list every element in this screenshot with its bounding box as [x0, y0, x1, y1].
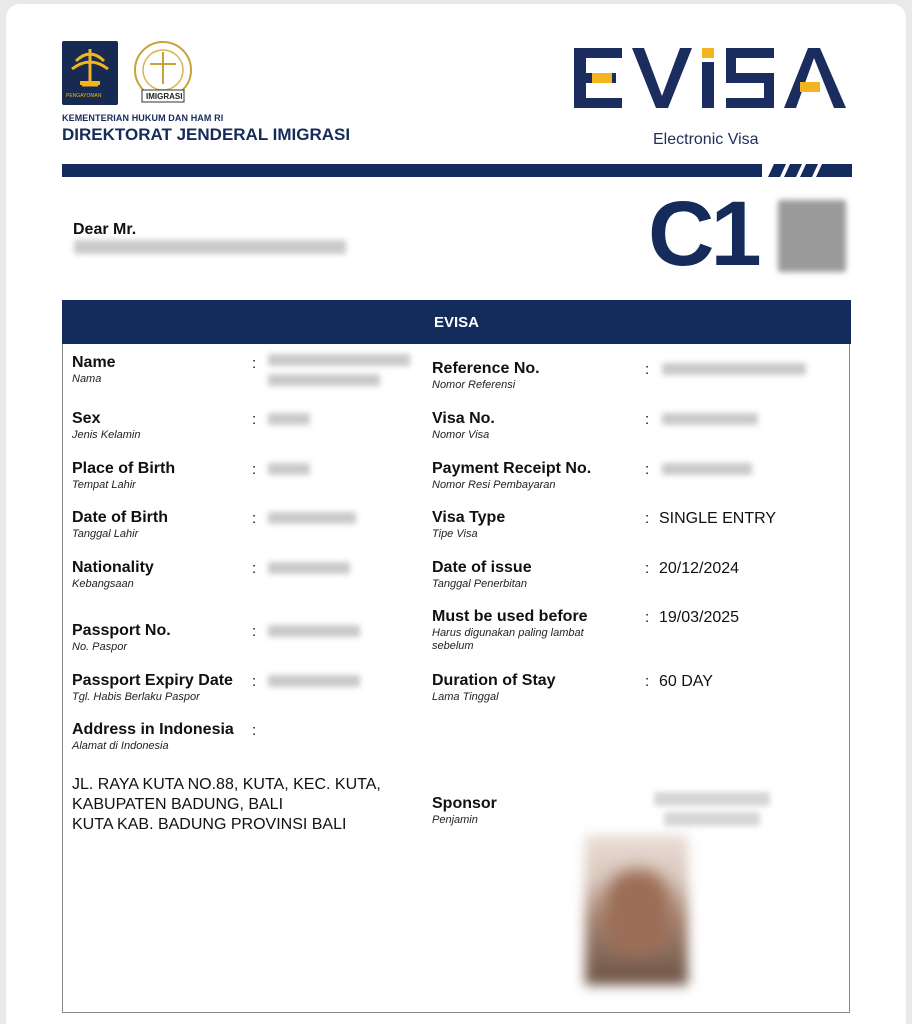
- redacted-value: [662, 363, 806, 375]
- address-block: [72, 775, 381, 835]
- redacted-value: [268, 463, 310, 475]
- colon: :: [645, 510, 650, 527]
- colon: :: [252, 355, 257, 372]
- seal-text: IMIGRASI: [146, 92, 183, 101]
- visa-index-code: C1: [648, 183, 758, 285]
- visa-type-value: SINGLE ENTRY: [659, 510, 777, 527]
- directorate-name: DIREKTORAT JENDERAL IMIGRASI: [62, 125, 351, 144]
- redacted-value: [268, 354, 410, 366]
- field-sublabel: Harus digunakan paling lambat sebelum: [432, 627, 584, 652]
- field-sponsor: [432, 795, 497, 827]
- field-label: Nationality: [72, 559, 154, 576]
- field-label: Sex: [72, 410, 101, 427]
- redacted-value: [268, 562, 350, 574]
- field-sublabel: Nama: [72, 373, 102, 385]
- field-label: Reference No.: [432, 360, 540, 377]
- redacted-sponsor: [664, 812, 760, 826]
- field-passport-expiry: [72, 672, 233, 704]
- field-visa-type: [432, 509, 505, 541]
- header-divider-bar: [62, 164, 762, 177]
- colon: :: [645, 461, 650, 478]
- field-sublabel: Tgl. Habis Berlaku Paspor: [72, 691, 200, 703]
- colon: :: [645, 560, 650, 577]
- redacted-value: [268, 374, 380, 386]
- colon: :: [645, 673, 650, 690]
- must-be-used-before-value: 19/03/2025: [659, 609, 740, 626]
- field-label: Name: [72, 354, 116, 371]
- header-divider-stripes: [760, 164, 852, 177]
- brand-subtitle: Electronic Visa: [653, 131, 759, 148]
- redacted-sponsor: [654, 792, 770, 806]
- address-line: KABUPATEN BADUNG, BALI: [72, 796, 284, 813]
- colon: :: [645, 411, 650, 428]
- field-duration-of-stay: [432, 672, 556, 704]
- date-of-issue-value: 20/12/2024: [659, 560, 740, 577]
- field-sublabel: Penjamin: [432, 814, 478, 826]
- field-sublabel: Alamat di Indonesia: [72, 740, 169, 752]
- field-sublabel: Nomor Resi Pembayaran: [432, 479, 556, 491]
- field-sublabel: Kebangsaan: [72, 578, 134, 590]
- colon: :: [252, 461, 257, 478]
- colon: :: [645, 609, 650, 626]
- redacted-qr-code: [778, 200, 846, 272]
- redacted-value: [268, 625, 360, 637]
- ministry-logo-text: PENGAYOMAN: [66, 93, 102, 99]
- field-label: Visa Type: [432, 509, 506, 526]
- field-address: [72, 721, 234, 753]
- redacted-value: [268, 413, 310, 425]
- field-sublabel: Jenis Kelamin: [72, 429, 141, 441]
- field-label: Date of issue: [432, 559, 532, 576]
- colon: :: [252, 673, 257, 690]
- duration-of-stay-value: 60 DAY: [659, 673, 713, 690]
- evisa-card: [62, 300, 850, 1013]
- redacted-value: [268, 675, 360, 687]
- field-payment-receipt: [432, 460, 591, 492]
- field-nationality: [72, 559, 154, 591]
- field-label: Address in Indonesia: [72, 721, 234, 738]
- ministry-name: KEMENTERIAN HUKUM DAN HAM RI: [62, 113, 224, 123]
- colon: :: [252, 722, 257, 739]
- field-visa-no: [432, 410, 495, 442]
- holder-photo-face: [605, 870, 670, 955]
- field-name: [72, 354, 116, 386]
- address-line: KUTA KAB. BADUNG PROVINSI BALI: [72, 816, 347, 833]
- field-label: Passport Expiry Date: [72, 672, 233, 689]
- colon: :: [252, 560, 257, 577]
- immigration-seal-logo: [128, 40, 198, 106]
- field-sublabel: Tanggal Lahir: [72, 528, 139, 540]
- field-label: Must be used before: [432, 608, 588, 625]
- field-label: Payment Receipt No.: [432, 460, 592, 477]
- colon: :: [252, 510, 257, 527]
- field-sublabel: Tipe Visa: [432, 528, 478, 540]
- address-line: JL. RAYA KUTA NO.88, KUTA, KEC. KUTA,: [72, 776, 381, 793]
- redacted-value: [662, 463, 752, 475]
- card-title: EVISA: [62, 300, 851, 344]
- field-sublabel: Tanggal Penerbitan: [432, 578, 528, 590]
- field-sublabel: Nomor Referensi: [432, 379, 516, 391]
- field-sex: [72, 410, 140, 442]
- field-date-of-birth: [72, 509, 168, 541]
- field-place-of-birth: [72, 460, 175, 492]
- field-label: Place of Birth: [72, 460, 176, 477]
- redacted-value: [268, 512, 356, 524]
- evisa-brand-logo: [570, 40, 850, 116]
- field-reference-no: [432, 360, 540, 392]
- field-sublabel: No. Paspor: [72, 641, 128, 653]
- field-sublabel: Nomor Visa: [432, 429, 490, 441]
- field-sublabel: Tempat Lahir: [72, 479, 136, 491]
- field-label: Sponsor: [432, 795, 497, 812]
- field-label: Duration of Stay: [432, 672, 556, 689]
- field-passport-no: [72, 622, 171, 654]
- colon: :: [645, 361, 650, 378]
- redacted-holder-name: [74, 240, 346, 254]
- field-sublabel: Lama Tinggal: [432, 691, 499, 703]
- colon: :: [252, 623, 257, 640]
- colon: :: [252, 411, 257, 428]
- greeting-dear: Dear Mr.: [73, 221, 137, 238]
- field-must-be-used-before: [432, 608, 612, 653]
- ministry-logo: [62, 41, 118, 105]
- field-date-of-issue: [432, 559, 532, 591]
- field-label: Visa No.: [432, 410, 495, 427]
- redacted-value: [662, 413, 758, 425]
- field-label: Passport No.: [72, 622, 171, 639]
- brand-text: EVISA: [570, 40, 573, 41]
- field-label: Date of Birth: [72, 509, 168, 526]
